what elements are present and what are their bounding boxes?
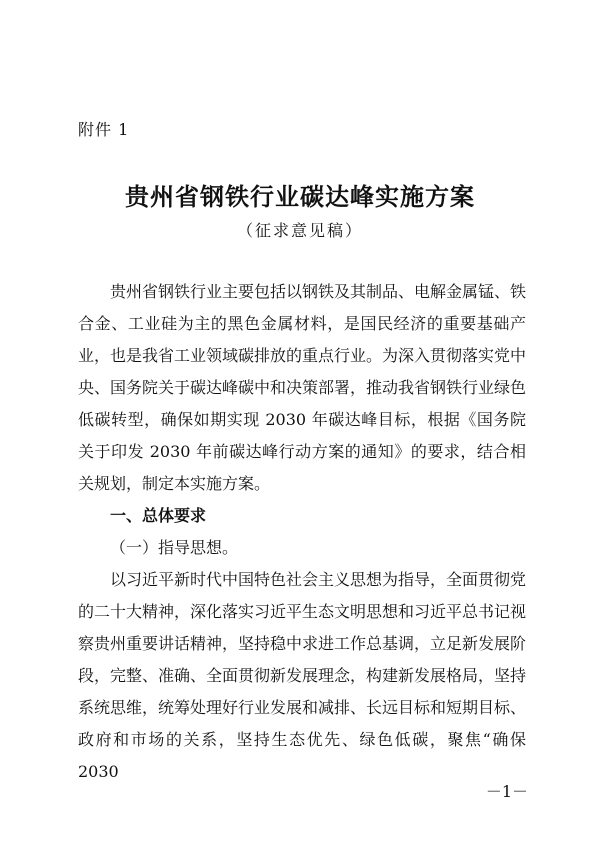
page-number: －1－ (485, 782, 528, 801)
guiding-ideology-paragraph: 以习近平新时代中国特色社会主义思想为指导，全面贯彻党的二十大精神，深化落实习近平生态文明思想和习近平总书记视察贵州重要讲话精神，坚持稳中求进工作总基调，立足新发展阶段，完整、准确、全面贯彻新发展理念，构建新发展格局，坚持系统思维，统筹处理好行业发展和减排、长远目标和短期目标、政府和市场的关系，坚持生态优先、绿色低碳，聚焦“确保 2030 (78, 570, 527, 781)
document-body (78, 276, 526, 788)
intro-paragraph: 贵州省钢铁行业主要包括以钢铁及其制品、电解金属锰、铁合金、工业硅为主的黑色金属材料，是国民经济的重要基础产业，也是我省工业领域碳排放的重点行业。为深入贯彻落实党中央、国务院关于碳达峰碳中和决策部署，推动我省钢铁行业绿色低碳转型，确保如期实现 2030 年碳达峰目标，根据《国务院关于印发 2030 年前碳达峰行动方案的通知》的要求，结合相关规划，制定本实施方案。 (78, 282, 527, 493)
draft-subtitle: （征求意见稿） (236, 221, 363, 240)
subsection-heading: （一）指导思想。 (110, 538, 239, 557)
attachment-label: 附件 1 (78, 120, 130, 139)
document-title: 贵州省钢铁行业碳达峰实施方案 (125, 182, 475, 211)
section-heading: 一、总体要求 (110, 506, 207, 525)
